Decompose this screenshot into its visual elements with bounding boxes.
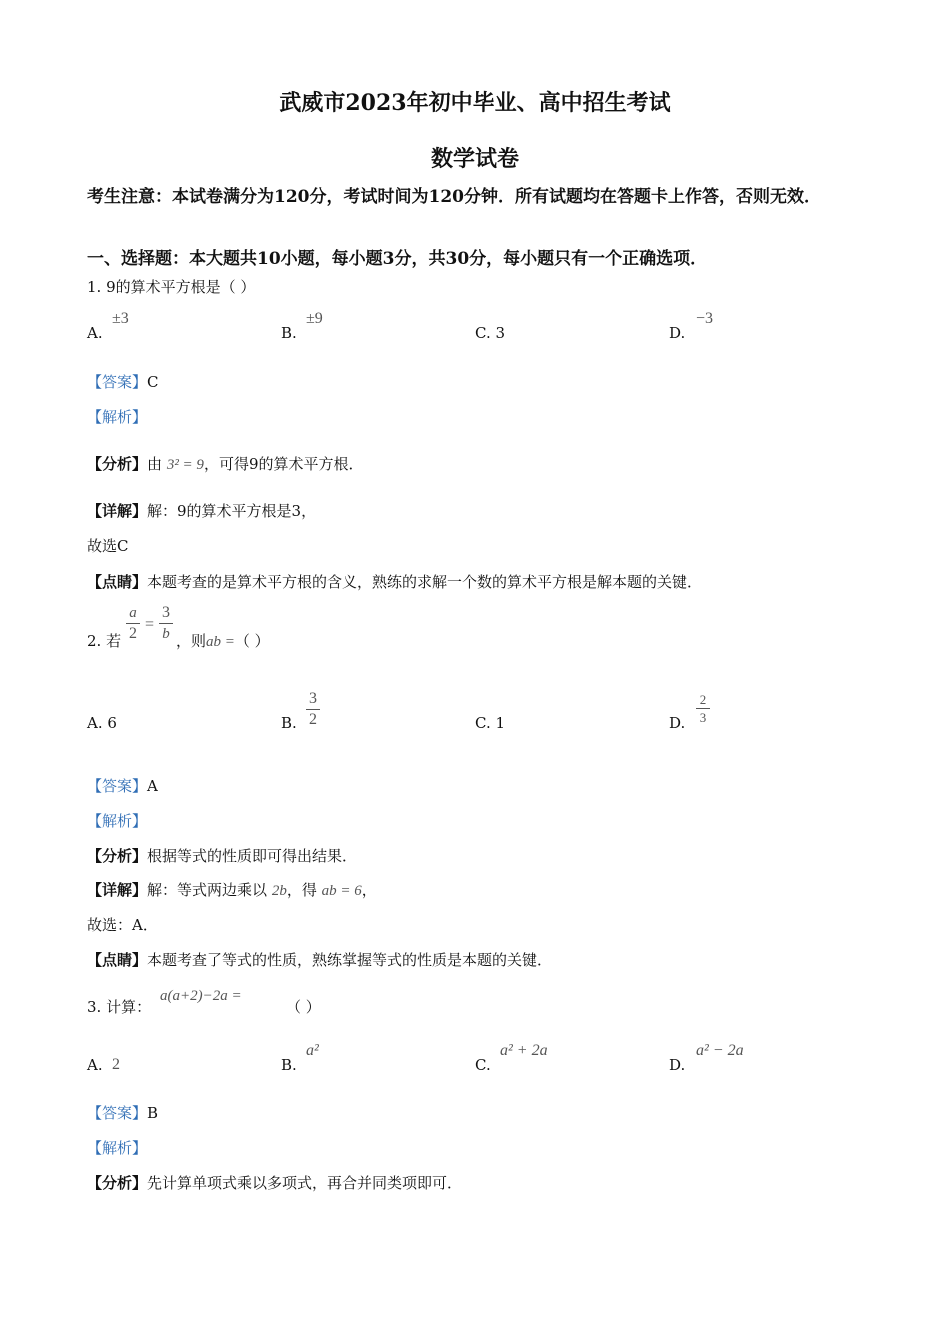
xiangjie-tag: 【详解】 bbox=[87, 881, 148, 899]
q3-option-b-label: B. bbox=[281, 1056, 297, 1074]
q3-option-c-value: a² + 2a bbox=[500, 1042, 548, 1059]
fraction-denominator: 2 bbox=[129, 625, 137, 642]
q3-option-d-label: D. bbox=[669, 1056, 686, 1074]
q1-answer bbox=[87, 371, 159, 392]
answer-value: B bbox=[147, 1104, 159, 1122]
xiangjie-tag: 【详解】 bbox=[87, 502, 148, 520]
q2-analysis-tag bbox=[87, 810, 147, 831]
q3-fenxi bbox=[87, 1172, 462, 1193]
q2-option-a: A. 6 bbox=[87, 714, 117, 732]
answer-tag: 【答案】 bbox=[87, 777, 148, 795]
q1-option-b-label: B. bbox=[281, 324, 297, 342]
q3-option-c-label: C. bbox=[475, 1056, 491, 1074]
dianjing-text: 本题考查了等式的性质，熟练掌握等式的性质是本题的关键． bbox=[147, 951, 553, 969]
q2-dianjing bbox=[87, 949, 552, 970]
xiangjie-math: 2b bbox=[271, 883, 287, 899]
fraction-numerator: 3 bbox=[309, 690, 317, 707]
q2-fraction-right bbox=[159, 604, 173, 643]
q2-option-d-label: D. bbox=[669, 714, 686, 732]
q1-xiangjie bbox=[87, 500, 316, 521]
q3-option-d-value: a² − 2a bbox=[696, 1042, 744, 1059]
q2-option-d-fraction bbox=[696, 692, 710, 725]
dianjing-tag: 【点睛】 bbox=[87, 573, 148, 591]
xiangjie-text: 解：9的算术平方根是3， bbox=[147, 502, 317, 520]
stem-math: ab = bbox=[206, 634, 235, 650]
q2-fraction-left bbox=[126, 604, 140, 643]
dianjing-text: 本题考查的是算术平方根的含义，熟练的求解一个数的算术平方根是解本题的关键． bbox=[147, 573, 703, 591]
q3-option-a-label: A. bbox=[87, 1056, 103, 1074]
fenxi-tag: 【分析】 bbox=[87, 455, 148, 473]
fenxi-tag: 【分析】 bbox=[87, 1174, 148, 1192]
answer-value: A bbox=[147, 777, 158, 795]
exam-notice: 考生注意：本试卷满分为120分，考试时间为120分钟．所有试题均在答题卡上作答，否则无效． bbox=[87, 187, 821, 207]
q3-stem-math bbox=[160, 986, 242, 1005]
fenxi-math: 3² = 9 bbox=[166, 457, 204, 473]
dianjing-tag: 【点睛】 bbox=[87, 951, 148, 969]
q3-option-a-value: 2 bbox=[112, 1056, 120, 1073]
xiangjie-text-mid: ，得 bbox=[286, 881, 317, 899]
xiangjie-text-end: ， bbox=[361, 881, 377, 899]
q2-equals: = bbox=[145, 616, 155, 633]
stem-math: a(a+2)−2a = bbox=[160, 988, 242, 1004]
q1-option-d-label: D. bbox=[669, 324, 686, 342]
fenxi-tag: 【分析】 bbox=[87, 847, 148, 865]
q2-option-b-label: B. bbox=[281, 714, 297, 732]
q1-option-a-value: ±3 bbox=[112, 310, 129, 327]
section-heading: 一、选择题：本大题共10小题，每小题3分，共30分，每小题只有一个正确选项． bbox=[87, 249, 708, 269]
q1-option-a-label: A. bbox=[87, 324, 103, 342]
stem-end: （ ） bbox=[234, 632, 270, 650]
q1-option-d-value: −3 bbox=[696, 310, 714, 327]
fenxi-text: 根据等式的性质即可得出结果． bbox=[147, 847, 358, 865]
q3-stem-pre: 3. 计算： bbox=[87, 998, 152, 1016]
q1-fenxi bbox=[87, 453, 363, 474]
q2-option-c: C. 1 bbox=[475, 714, 506, 732]
answer-tag: 【答案】 bbox=[87, 1104, 148, 1122]
q1-stem: 1. 9的算术平方根是（ ） bbox=[87, 278, 256, 296]
q2-xiangjie bbox=[87, 879, 377, 900]
q1-option-b-value: ±9 bbox=[306, 310, 323, 327]
q1-analysis-tag bbox=[87, 406, 147, 427]
q3-answer bbox=[87, 1102, 158, 1123]
q1-guxuan: 故选C bbox=[87, 537, 129, 555]
q2-stem-post bbox=[176, 630, 270, 651]
analysis-tag: 【解析】 bbox=[87, 1139, 148, 1157]
stem-text: ，则 bbox=[176, 632, 207, 650]
answer-tag: 【答案】 bbox=[87, 373, 148, 391]
xiangjie-math-2: ab = 6 bbox=[321, 883, 362, 899]
xiangjie-text: 解：等式两边乘以 bbox=[147, 881, 268, 899]
fenxi-text: 由 bbox=[147, 455, 163, 473]
q2-fenxi bbox=[87, 845, 357, 866]
fraction-denominator: b bbox=[162, 626, 170, 642]
fraction-numerator: a bbox=[129, 605, 137, 621]
analysis-tag: 【解析】 bbox=[87, 408, 148, 426]
fenxi-text: 先计算单项式乘以多项式，再合并同类项即可． bbox=[147, 1174, 463, 1192]
q2-answer bbox=[87, 775, 158, 796]
q3-option-b-value: a² bbox=[306, 1042, 319, 1059]
answer-value: C bbox=[147, 373, 159, 391]
q2-guxuan: 故选：A． bbox=[87, 916, 158, 934]
exam-title: 武威市2023年初中毕业、高中招生考试 bbox=[279, 90, 671, 116]
exam-subtitle: 数学试卷 bbox=[430, 146, 519, 172]
q3-stem-end: （ ） bbox=[286, 998, 321, 1016]
fraction-denominator: 2 bbox=[309, 711, 317, 728]
fraction-denominator: 3 bbox=[699, 710, 707, 725]
q1-option-c: C. 3 bbox=[475, 324, 506, 342]
q2-option-b-fraction bbox=[306, 690, 320, 729]
q1-dianjing bbox=[87, 571, 702, 592]
analysis-tag: 【解析】 bbox=[87, 812, 148, 830]
fraction-numerator: 2 bbox=[699, 692, 707, 707]
fraction-numerator: 3 bbox=[162, 604, 170, 621]
fenxi-text-end: ，可得9的算术平方根． bbox=[203, 455, 364, 473]
q2-stem-pre: 2. 若 bbox=[87, 632, 122, 650]
q3-analysis-tag bbox=[87, 1137, 147, 1158]
